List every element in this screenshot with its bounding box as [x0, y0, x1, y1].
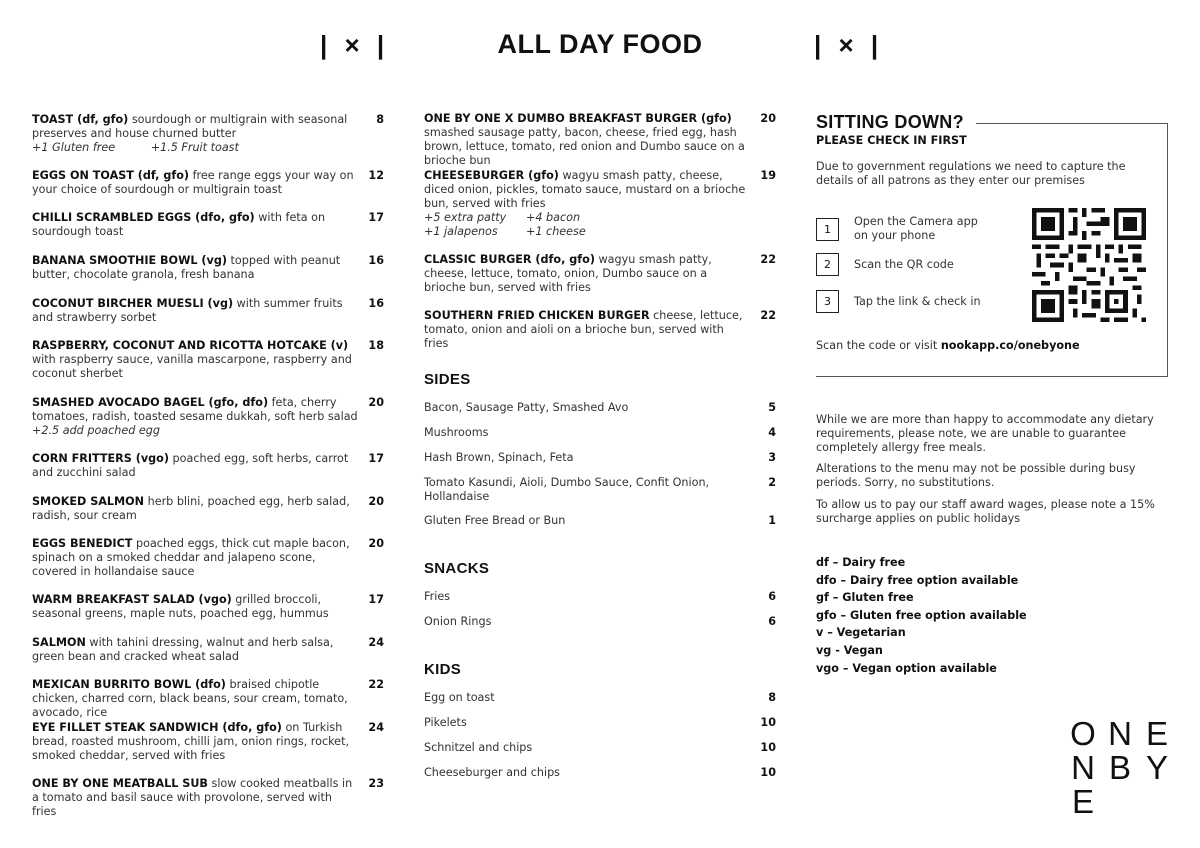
item-description: slow cooked meatballs in a tomato and basil sauce with provolone, served with fries	[32, 777, 353, 818]
item-description: free range eggs your way on your choice of sourdough or multigrain toast	[32, 169, 354, 196]
menu-item-mexican-burrito-bowl	[32, 678, 384, 720]
legend-item: gfo – Gluten free option available	[816, 608, 1027, 622]
menu-item-ricotta-hotcake	[32, 339, 384, 381]
brand-logo	[1068, 717, 1172, 819]
menu-item-banana-smoothie-bowl	[32, 254, 384, 282]
side-label: Gluten Free Bread or Bun	[424, 514, 566, 527]
kids-price: 10	[760, 741, 776, 754]
kids-label: Schnitzel and chips	[424, 741, 533, 754]
alterations-note: Alterations to the menu may not be possible during busy periods. Sorry, no substitutions.	[816, 462, 1136, 489]
allergy-note: While we are more than happy to accommodate any dietary requirements, please note, we are unable to guarantee completely allergy free meals.	[816, 413, 1154, 454]
menu-item-breakfast-burger	[424, 112, 776, 168]
item-name: COCONUT BIRCHER MUESLI (vg)	[32, 297, 234, 310]
item-name: EGGS BENEDICT	[32, 537, 133, 550]
menu-item-salmon	[32, 636, 384, 664]
checkin-link[interactable]: nookapp.co/onebyone	[940, 339, 1080, 352]
checkin-info: Due to government regulations we need to capture the details of all patrons as they enter our premises	[816, 160, 1126, 187]
item-price: 20	[368, 495, 384, 508]
side-price: 1	[768, 514, 776, 527]
side-price: 5	[768, 401, 776, 414]
logo-letter: E	[1071, 783, 1094, 820]
dietary-legend	[816, 554, 1027, 677]
extra-option: +1 jalapenos	[424, 225, 498, 238]
extra-option: +4 bacon	[526, 211, 581, 224]
side-item	[424, 514, 776, 528]
qr-code-icon[interactable]	[1032, 208, 1146, 322]
checkin-title: SITTING DOWN?	[816, 112, 976, 133]
snack-item	[424, 590, 776, 604]
step-number: 3	[816, 290, 839, 313]
step-text: Scan the QR code	[854, 257, 954, 271]
checkin-step	[816, 290, 994, 313]
side-price: 2	[768, 476, 776, 489]
menu-item-coconut-bircher-muesli	[32, 297, 384, 325]
item-description: cheese, lettuce, tomato, onion and aioli on a brioche bun, served with fries	[424, 309, 743, 350]
side-price: 4	[768, 426, 776, 439]
item-description: wagyu smash patty, cheese, lettuce, tomato, onion, Dumbo sauce on a brioche bun, served with fries	[424, 253, 712, 294]
item-price: 16	[368, 297, 384, 310]
item-price: 22	[760, 309, 776, 322]
page-title: ALL DAY FOOD	[497, 29, 703, 59]
item-price: 17	[368, 452, 384, 465]
item-name: ONE BY ONE X DUMBO BREAKFAST BURGER (gfo)	[424, 112, 732, 125]
kids-label: Egg on toast	[424, 691, 495, 704]
item-description: sourdough or multigrain with seasonal preserves and house churned butter	[32, 113, 348, 140]
item-description: poached egg, soft herbs, carrot and zucchini salad	[32, 452, 349, 479]
item-price: 20	[368, 537, 384, 550]
item-description: with raspberry sauce, vanilla mascarpone, raspberry and coconut sherbet	[32, 353, 352, 380]
item-name: SALMON	[32, 636, 86, 649]
menu-item-warm-breakfast-salad	[32, 593, 384, 621]
legend-item: df – Dairy free	[816, 556, 906, 569]
kids-price: 10	[760, 716, 776, 729]
logo-letter: N	[1071, 749, 1095, 786]
section-heading-kids: KIDS	[424, 661, 462, 678]
item-description: on Turkish bread, roasted mushroom, chilli jam, onion rings, rocket, smoked cheddar, served with fries	[32, 721, 350, 762]
side-label: Mushrooms	[424, 426, 489, 439]
item-name: MEXICAN BURRITO BOWL (dfo)	[32, 678, 226, 691]
item-name: SOUTHERN FRIED CHICKEN BURGER	[424, 309, 650, 322]
item-extras: +1 Gluten free +1.5 Fruit toast	[32, 141, 239, 154]
item-price: 23	[368, 777, 384, 790]
item-name: ONE BY ONE MEATBALL SUB	[32, 777, 208, 790]
side-item	[424, 476, 776, 504]
logo-letter: Y	[1145, 749, 1168, 786]
item-description: with tahini dressing, walnut and herb salsa, green bean and cracked wheat salad	[32, 636, 334, 663]
item-description: topped with peanut butter, chocolate granola, fresh banana	[32, 254, 341, 281]
side-item	[424, 426, 776, 440]
item-price: 19	[760, 169, 776, 182]
logo-letter: N	[1108, 715, 1132, 752]
legend-item: v – Vegetarian	[816, 626, 906, 640]
kids-item	[424, 716, 776, 730]
item-extras	[424, 211, 684, 239]
kids-item	[424, 691, 776, 705]
menu-item-eye-fillet-steak-sandwich	[32, 721, 384, 763]
item-description: smashed sausage patty, bacon, cheese, fried egg, hash brown, lettuce, tomato, red onion and Dumbo sauce on a brioche bun	[424, 126, 745, 167]
section-heading-snacks: SNACKS	[424, 560, 490, 577]
item-price: 12	[368, 169, 384, 182]
menu-item-chilli-scrambled-eggs	[32, 211, 384, 239]
side-label: Hash Brown, Spinach, Feta	[424, 451, 574, 464]
item-name: EGGS ON TOAST (df, gfo)	[32, 169, 190, 182]
item-name: CHILLI SCRAMBLED EGGS (dfo, gfo)	[32, 211, 255, 224]
item-name: EYE FILLET STEAK SANDWICH (dfo, gfo)	[32, 721, 282, 734]
item-price: 16	[368, 254, 384, 267]
item-name: BANANA SMOOTHIE BOWL (vg)	[32, 254, 227, 267]
menu-item-eggs-benedict	[32, 537, 384, 579]
item-name: SMOKED SALMON	[32, 495, 145, 508]
kids-item	[424, 766, 776, 780]
kids-price: 8	[768, 691, 776, 704]
logo-letter: O	[1070, 715, 1096, 752]
item-description: herb blini, poached egg, herb salad, radish, sour cream	[32, 495, 350, 522]
menu-item-meatball-sub	[32, 777, 384, 819]
menu-item-smashed-avocado-bagel	[32, 396, 384, 438]
menu-item-classic-burger	[424, 253, 776, 295]
kids-price: 10	[760, 766, 776, 779]
step-number: 1	[816, 218, 839, 241]
logo-letter: E	[1145, 715, 1168, 752]
side-price: 3	[768, 451, 776, 464]
item-price: 22	[368, 678, 384, 691]
item-name: RASPBERRY, COCONUT AND RICOTTA HOTCAKE (v)	[32, 339, 349, 352]
side-item	[424, 401, 776, 415]
item-name: CLASSIC BURGER (dfo, gfo)	[424, 253, 595, 266]
logo-line	[1068, 785, 1172, 819]
menu-item-smoked-salmon	[32, 495, 384, 523]
side-item	[424, 451, 776, 465]
item-name: WARM BREAKFAST SALAD (vgo)	[32, 593, 232, 606]
menu-item-southern-fried-chicken-burger	[424, 309, 776, 351]
menu-item-cheeseburger	[424, 169, 776, 239]
menu-item-eggs-on-toast	[32, 169, 384, 197]
item-price: 24	[368, 636, 384, 649]
header-divider-mark-right: | × |	[814, 30, 884, 60]
item-price: 20	[760, 112, 776, 125]
item-extras: +2.5 add poached egg	[32, 424, 161, 437]
item-price: 17	[368, 211, 384, 224]
logo-letter: B	[1108, 749, 1131, 786]
item-description: with feta on sourdough toast	[32, 211, 326, 238]
side-label: Bacon, Sausage Patty, Smashed Avo	[424, 401, 629, 414]
item-name: TOAST (df, gfo)	[32, 113, 129, 126]
header-divider-mark-left: | × |	[320, 30, 390, 60]
surcharge-note: To allow us to pay our staff award wages, please note a 15% surcharge applies on public holidays	[816, 498, 1155, 525]
item-price: 17	[368, 593, 384, 606]
step-number: 2	[816, 253, 839, 276]
checkin-subtitle: PLEASE CHECK IN FIRST	[816, 134, 967, 147]
item-description: braised chipotle chicken, charred corn, black beans, sour cream, tomato, avocado, rice	[32, 678, 348, 719]
logo-line	[1068, 751, 1172, 785]
scan-prefix: Scan the code or visit	[816, 339, 941, 352]
item-description: grilled broccoli, seasonal greens, maple nuts, poached egg, hummus	[32, 593, 329, 620]
section-heading-sides: SIDES	[424, 371, 471, 388]
menu-item-toast	[32, 113, 384, 155]
item-price: 18	[368, 339, 384, 352]
snack-price: 6	[768, 615, 776, 628]
snack-price: 6	[768, 590, 776, 603]
step-text: Open the Camera app on your phone	[854, 215, 978, 242]
item-name: SMASHED AVOCADO BAGEL (gfo, dfo)	[32, 396, 269, 409]
kids-label: Pikelets	[424, 716, 467, 729]
menu-item-corn-fritters	[32, 452, 384, 480]
scan-instruction	[816, 339, 1080, 352]
legend-item: vgo – Vegan option available	[816, 661, 997, 675]
snack-item	[424, 615, 776, 629]
item-price: 24	[368, 721, 384, 734]
checkin-step	[816, 253, 994, 276]
side-label: Tomato Kasundi, Aioli, Dumbo Sauce, Confit Onion, Hollandaise	[424, 476, 710, 503]
item-description: poached eggs, thick cut maple bacon, spinach on a smoked cheddar and jalapeno scone, covered in hollandaise sauce	[32, 537, 350, 578]
legend-item: vg - Vegan	[816, 643, 883, 657]
extra-option: +5 extra patty	[424, 211, 507, 224]
kids-label: Cheeseburger and chips	[424, 766, 560, 779]
legend-item: gf – Gluten free	[816, 591, 914, 605]
item-description: wagyu smash patty, cheese, diced onion, pickles, tomato sauce, mustard on a brioche bun, served with fries	[424, 169, 746, 210]
extra-option: +1 cheese	[526, 225, 586, 238]
logo-line	[1068, 717, 1172, 751]
snack-label: Onion Rings	[424, 615, 492, 628]
step-text: Tap the link & check in	[854, 294, 981, 308]
legend-item: dfo – Dairy free option available	[816, 573, 1019, 587]
item-description: with summer fruits and strawberry sorbet	[32, 297, 343, 324]
kids-item	[424, 741, 776, 755]
item-description: feta, cherry tomatoes, radish, toasted sesame dukkah, soft herb salad	[32, 396, 358, 423]
item-name: CHEESEBURGER (gfo)	[424, 169, 559, 182]
item-price: 20	[368, 396, 384, 409]
snack-label: Fries	[424, 590, 451, 603]
item-price: 8	[376, 113, 384, 126]
checkin-step	[816, 215, 994, 243]
item-name: CORN FRITTERS (vgo)	[32, 452, 169, 465]
item-price: 22	[760, 253, 776, 266]
